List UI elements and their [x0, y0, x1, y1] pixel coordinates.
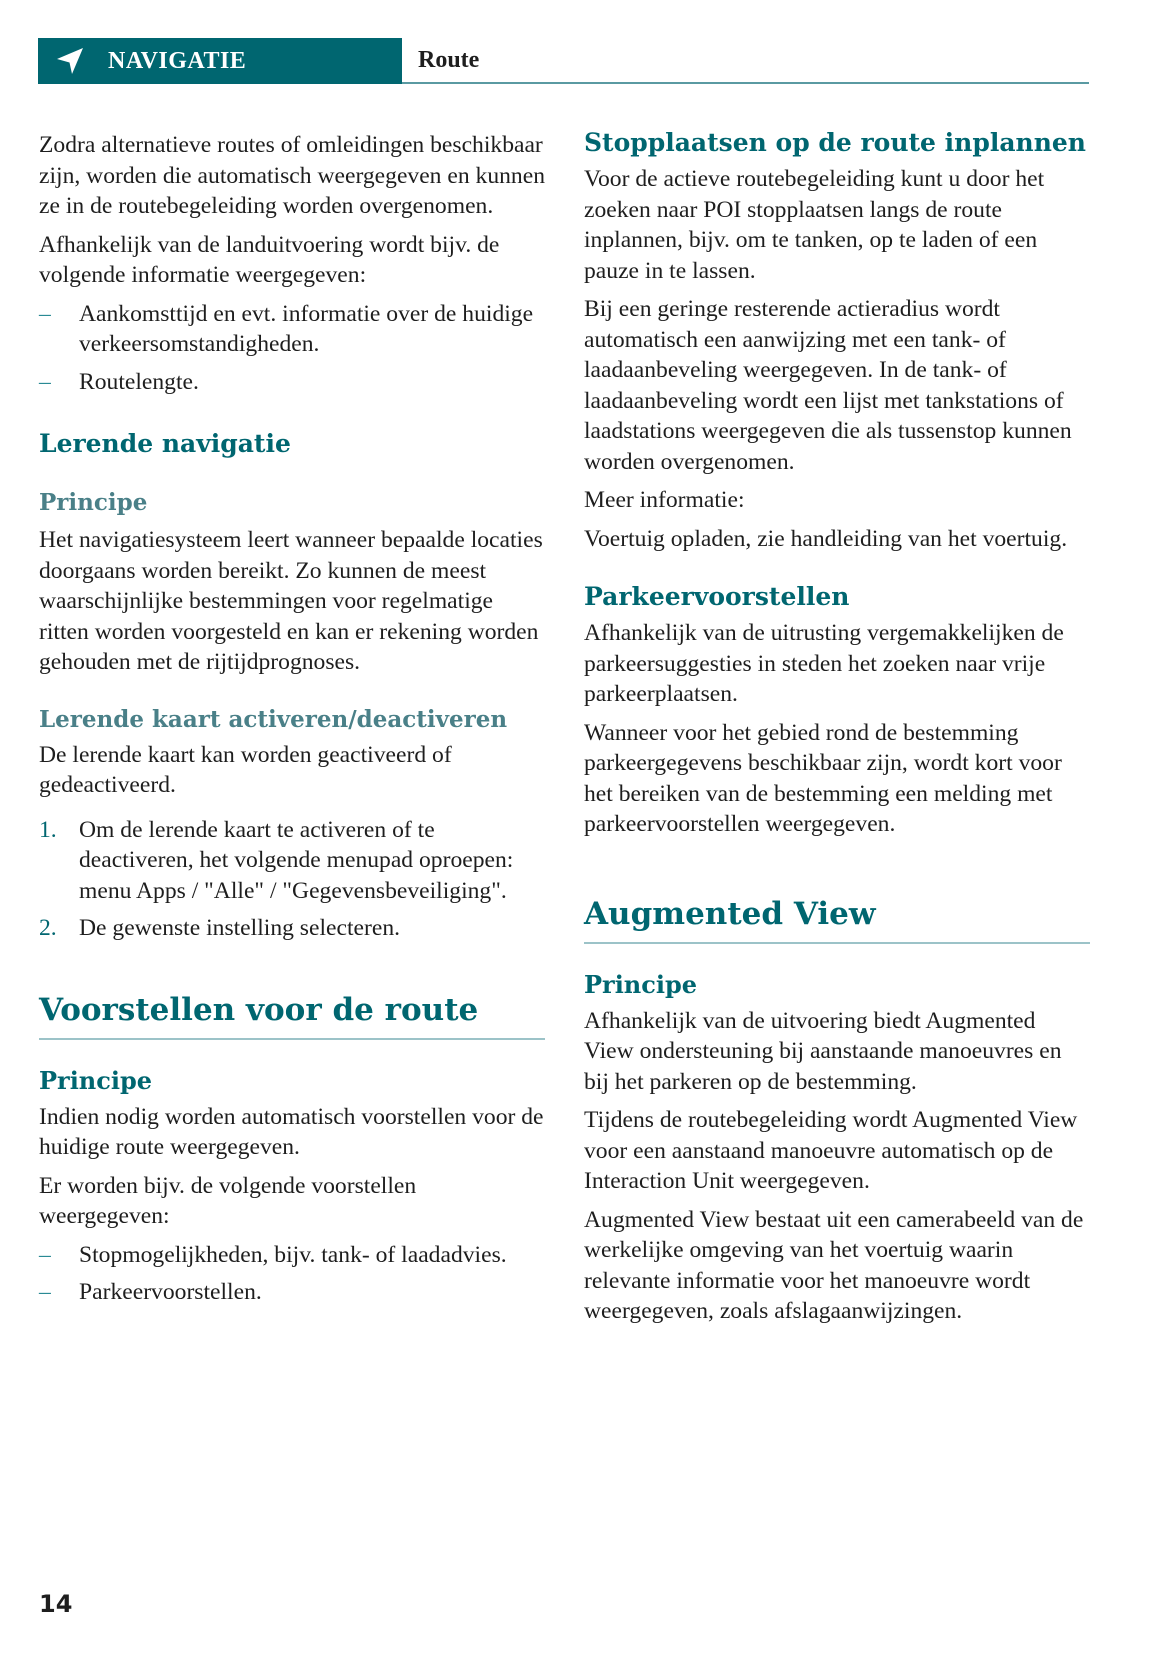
paragraph: Er worden bijv. de volgende voorstellen weergegeven: — [39, 1172, 417, 1229]
paragraph: Tijdens de routebegeleiding wordt Augmented View voor een aanstaand manoeuvre automatisch op de Interaction Unit weergegeven. — [584, 1107, 1078, 1194]
page-number: 14 — [39, 1590, 73, 1618]
paragraph: Zodra alternatieve routes of omleidingen beschikbaar zijn, worden die automatisch weergegeven en kunnen ze in de routebegeleiding worden overgenomen. — [39, 132, 545, 219]
subsection-label: Route — [418, 46, 480, 73]
left-column — [39, 130, 545, 1316]
info-list — [39, 299, 545, 398]
dash-bullet: – — [39, 1279, 51, 1305]
step-item: 1. Om de lerende kaart te activeren of te deactiveren, het volgende menupad oproepen: menu Apps / "Alle" / "Gegevensbeveiliging". — [39, 816, 514, 904]
paragraph: Afhankelijk van de landuitvoering wordt bijv. de volgende informatie weergegeven: — [39, 231, 500, 288]
subheading-toggle-learning-map: Lerende kaart activeren/deactiveren — [39, 705, 508, 733]
subheading-principle: Principe — [584, 969, 698, 999]
section-label: NAVIGATIE — [108, 47, 247, 74]
paragraph: Indien nodig worden automatisch voorstellen voor de huidige route weergegeven. — [39, 1103, 544, 1160]
navigation-arrow-icon — [54, 45, 86, 77]
step-item: 2. De gewenste instelling selecteren. — [39, 915, 401, 941]
cross-reference: Voertuig opladen, zie handleiding van het voertuig. — [584, 525, 1068, 552]
subheading-principle: Principe — [39, 489, 148, 516]
list-item: – Aankomsttijd en evt. informatie over de huidige verkeersomstandigheden. — [39, 300, 534, 357]
paragraph: De lerende kaart kan worden geactiveerd of gedeactiveerd. — [39, 741, 452, 798]
paragraph: Wanneer voor het gebied rond de bestemming parkeergegevens beschikbaar zijn, wordt kort voor het bereiken van de bestemming een melding met parkeervoorstellen weergegeven. — [584, 719, 1062, 837]
suggestions-list — [39, 1240, 545, 1308]
paragraph: Afhankelijk van de uitvoering biedt Augmented View ondersteuning bij aanstaande manoeuvres en bij het parkeren op de bestemming. — [584, 1007, 1062, 1095]
paragraph: Bij een geringe resterende actieradius wordt automatisch een aanwijzing met een tank- of laadaanbeveling weergegeven. In de tank- of laadaanbeveling wordt een lijst met tankstations of laadstations weergegeven die als tussenstop kunnen worden overgenomen. — [584, 296, 1072, 475]
paragraph: Meer informatie: — [584, 487, 745, 513]
right-column — [584, 130, 1090, 1335]
dash-bullet: – — [39, 1241, 51, 1268]
paragraph: Het navigatiesysteem leert wanneer bepaalde locaties doorgaans worden bereikt. Zo kunnen de meest waarschijnlijke bestemmingen voor regelmatige ritten worden voorgesteld en kan er rekening worden gehouden met de rijtijdprognoses. — [39, 527, 543, 675]
dash-bullet: – — [39, 300, 51, 327]
page-header — [38, 38, 1089, 84]
list-item: – Routelengte. — [39, 367, 545, 398]
dash-bullet: – — [39, 368, 51, 395]
list-item: – Parkeervoorstellen. — [39, 1277, 545, 1308]
list-item: – Stopmogelijkheden, bijv. tank- of laadadvies. — [39, 1240, 545, 1271]
section-tab — [38, 38, 402, 84]
chapter-heading-route-suggestions: Voorstellen voor de route — [39, 988, 545, 1040]
subsection-tab — [402, 38, 1089, 84]
section-heading-parking: Parkeervoorstellen — [584, 582, 850, 611]
paragraph: Voor de actieve routebegeleiding kunt u door het zoeken naar POI stopplaatsen langs de route inplannen, bijv. om te tanken, op te laden of een pauze in te lassen. — [584, 166, 1045, 284]
section-heading-stops: Stopplaatsen op de route inplannen — [584, 128, 1086, 157]
paragraph: Afhankelijk van de uitrusting vergemakkelijken de parkeersuggesties in steden het zoeken naar vrije parkeerplaatsen. — [584, 620, 1064, 707]
chapter-heading-augmented-view: Augmented View — [584, 892, 1090, 944]
section-heading-learning-navigation: Lerende navigatie — [39, 429, 291, 458]
steps-list — [39, 815, 545, 944]
subheading-principle: Principe — [39, 1065, 153, 1095]
paragraph: Augmented View bestaat uit een camerabeeld van de werkelijke omgeving van het voertuig waarin relevante informatie voor het manoeuvre wordt weergegeven, zoals afslagaanwijzingen. — [584, 1206, 1084, 1324]
